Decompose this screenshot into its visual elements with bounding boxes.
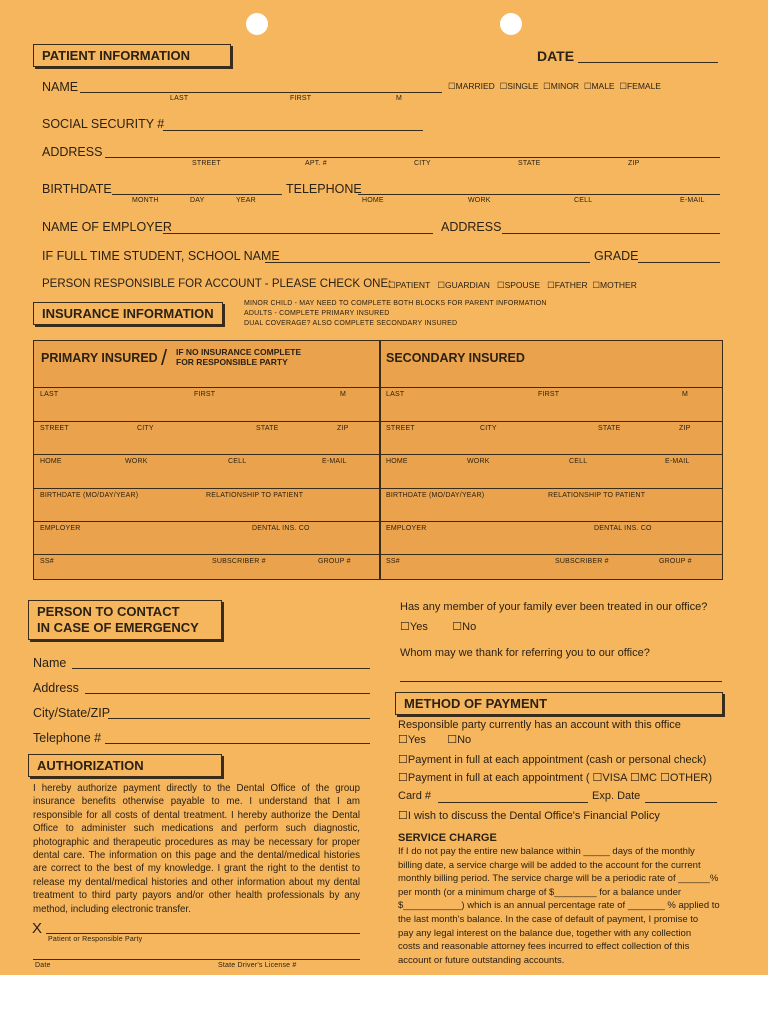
secondary-row-ids[interactable] xyxy=(381,554,722,565)
account-yes-checkbox[interactable] xyxy=(398,734,408,746)
address-sub-city: CITY xyxy=(414,160,431,167)
minor-checkbox[interactable] xyxy=(543,81,551,91)
payment-option-1 xyxy=(398,753,706,766)
pay-card-checkbox[interactable] xyxy=(398,772,408,784)
family-no-label: No xyxy=(462,621,477,633)
father-option-label: FATHER xyxy=(554,280,588,290)
cell-relationship: RELATIONSHIP TO PATIENT xyxy=(206,492,304,499)
grade-label: GRADE xyxy=(594,249,639,263)
service-line: $___________) which is an annual percentage rate of _______ % applied to xyxy=(398,900,720,912)
married-label: MARRIED xyxy=(455,81,495,91)
cell-birthdate: BIRTHDATE (MO/DAY/YEAR) xyxy=(386,492,485,499)
secondary-row-name[interactable] xyxy=(381,387,722,398)
address-sub-apt: APT. # xyxy=(305,160,327,167)
primary-insured-box xyxy=(33,340,380,580)
address-sub-state: STATE xyxy=(518,160,541,167)
marital-options xyxy=(448,81,661,92)
cell-city: CITY xyxy=(137,425,154,432)
primary-row-address[interactable] xyxy=(34,421,379,432)
responsible-options xyxy=(388,280,637,291)
employer-label: NAME OF EMPLOYER xyxy=(42,220,172,234)
address-field[interactable] xyxy=(105,157,720,158)
address-sub-street: STREET xyxy=(192,160,221,167)
mc-checkbox[interactable] xyxy=(630,772,640,784)
slash-divider: / xyxy=(161,345,168,370)
cell-street: STREET xyxy=(40,425,69,432)
referral-field[interactable] xyxy=(400,681,722,682)
discuss-policy-checkbox[interactable] xyxy=(398,810,408,822)
date-label: DATE xyxy=(537,48,575,64)
emergency-name-label: Name xyxy=(33,656,67,670)
employer-field[interactable] xyxy=(163,233,433,234)
signature-label: Patient or Responsible Party xyxy=(48,936,143,943)
service-line: costs and reasonable attorney fees incurred to effect collection of this xyxy=(398,941,690,953)
cell-group: GROUP # xyxy=(318,558,351,565)
pay-cash-label: Payment in full at each appointment (cash or personal check) xyxy=(407,754,707,766)
student-label: IF FULL TIME STUDENT, SCHOOL NAME xyxy=(42,249,280,263)
authorization-text: I hereby authorize payment directly to the Dental Office of the group insurance benefits otherwise payable to me. I understand that I am responsible for all costs of dental treatment. I hereby authorize the Dental Office to administer such medications and perform such diagnostic, photographic and therapeutic procedures as may be necessary for proper dental care. The information on this page and the dental/medical histories are correct to the best of my knowledge. I grant the right to the dentist to release my dental/medical histories and other information about my dental treatment to third party payors and/or other health professionals by any method, including electronic transfer. xyxy=(33,783,360,915)
spouse-option-label: SPOUSE xyxy=(504,280,541,290)
service-line: the last month's balance. In the case of default of payment, I promise to xyxy=(398,913,699,925)
account-options xyxy=(398,733,471,746)
ssn-label: SOCIAL SECURITY # xyxy=(42,117,165,131)
emergency-title-1: PERSON TO CONTACT xyxy=(37,604,180,619)
cell-employer: EMPLOYER xyxy=(386,525,427,532)
cell-cell: CELL xyxy=(569,458,588,465)
primary-row-phone[interactable] xyxy=(34,454,379,465)
birth-sub-month: MONTH xyxy=(132,197,159,204)
exp-label: Exp. Date xyxy=(592,790,641,802)
primary-row-employer[interactable] xyxy=(34,521,379,532)
name-sub-last: LAST xyxy=(170,95,189,102)
emergency-address-label: Address xyxy=(33,681,79,695)
cell-dental-ins: DENTAL INS. CO xyxy=(594,525,652,532)
family-question: Has any member of your family ever been treated in our office? xyxy=(400,601,708,613)
primary-row-name[interactable] xyxy=(34,387,379,398)
authorization-header: AUTHORIZATION xyxy=(28,754,222,777)
family-no-checkbox[interactable] xyxy=(452,621,462,633)
emergency-title-2: IN CASE OF EMERGENCY xyxy=(37,620,199,635)
student-field[interactable] xyxy=(265,262,590,263)
pay-card-label: Payment in full at each appointment ( xyxy=(407,772,590,784)
account-no-label: No xyxy=(457,734,472,746)
guardian-option-label: GUARDIAN xyxy=(444,280,490,290)
account-yes-label: Yes xyxy=(407,734,426,746)
cell-m: M xyxy=(682,391,689,398)
male-label: MALE xyxy=(591,81,615,91)
tel-sub-work: WORK xyxy=(468,197,491,204)
cell-work: WORK xyxy=(467,458,490,465)
punch-hole-right xyxy=(500,13,522,35)
payment-option-2 xyxy=(398,771,712,784)
ssn-field[interactable] xyxy=(163,130,423,131)
primary-row-birth[interactable] xyxy=(34,488,379,499)
license-label: State Driver's License # xyxy=(218,962,297,969)
cell-zip: ZIP xyxy=(337,425,349,432)
spouse-checkbox[interactable] xyxy=(497,280,505,290)
insurance-note-3: DUAL COVERAGE? ALSO COMPLETE SECONDARY INSURED xyxy=(244,320,458,327)
other-checkbox[interactable] xyxy=(660,772,670,784)
birthdate-field[interactable] xyxy=(112,194,282,195)
mc-label: MC xyxy=(639,772,657,784)
cell-zip: ZIP xyxy=(679,425,691,432)
discuss-policy-label: I wish to discuss the Dental Office's Financial Policy xyxy=(407,810,660,822)
cell-state: STATE xyxy=(598,425,621,432)
single-label: SINGLE xyxy=(507,81,539,91)
insurance-note-1: MINOR CHILD - MAY NEED TO COMPLETE BOTH BLOCKS FOR PARENT INFORMATION xyxy=(244,300,547,307)
minor-label: MINOR xyxy=(550,81,580,91)
secondary-row-address[interactable] xyxy=(381,421,722,432)
service-line: account or future outstanding accounts. xyxy=(398,954,565,966)
emergency-address-field[interactable] xyxy=(85,693,370,694)
mother-option-label: MOTHER xyxy=(600,280,637,290)
secondary-row-employer[interactable] xyxy=(381,521,722,532)
primary-note-2: FOR RESPONSIBLE PARTY xyxy=(176,357,288,367)
insurance-info-header: INSURANCE INFORMATION xyxy=(33,302,223,325)
address-sub-zip: ZIP xyxy=(628,160,640,167)
cell-subscriber: SUBSCRIBER # xyxy=(555,558,609,565)
date-field[interactable] xyxy=(578,62,718,63)
cell-last: LAST xyxy=(40,391,59,398)
telephone-field[interactable] xyxy=(358,194,720,195)
service-charge-title: SERVICE CHARGE xyxy=(398,832,497,844)
insurance-note-2: ADULTS - COMPLETE PRIMARY INSURED xyxy=(244,310,390,317)
cell-work: WORK xyxy=(125,458,148,465)
cell-ss: SS# xyxy=(40,558,54,565)
name-sub-first: FIRST xyxy=(290,95,312,102)
account-question: Responsible party currently has an account with this office xyxy=(398,719,681,731)
emergency-telephone-label: Telephone # xyxy=(33,731,102,745)
cell-last: LAST xyxy=(386,391,405,398)
cell-relationship: RELATIONSHIP TO PATIENT xyxy=(548,492,646,499)
service-charge-text xyxy=(398,845,723,967)
pay-cash-checkbox[interactable] xyxy=(398,754,408,766)
cell-first: FIRST xyxy=(538,391,560,398)
cell-employer: EMPLOYER xyxy=(40,525,81,532)
cell-birthdate: BIRTHDATE (MO/DAY/YEAR) xyxy=(40,492,139,499)
visa-label: VISA xyxy=(602,772,627,784)
secondary-row-birth[interactable] xyxy=(381,488,722,499)
mother-checkbox[interactable] xyxy=(592,280,600,290)
emergency-name-field[interactable] xyxy=(72,668,370,669)
grade-field[interactable] xyxy=(638,262,720,263)
patient-option-label: PATIENT xyxy=(395,280,431,290)
secondary-insured-title: SECONDARY INSURED xyxy=(386,351,525,365)
payment-header: METHOD OF PAYMENT xyxy=(395,692,723,715)
patient-checkbox[interactable] xyxy=(388,280,396,290)
punch-hole-left xyxy=(246,13,268,35)
cell-home: HOME xyxy=(40,458,62,465)
date-license-field[interactable] xyxy=(33,959,360,960)
account-no-checkbox[interactable] xyxy=(447,734,457,746)
telephone-label: TELEPHONE xyxy=(286,182,362,196)
name-label: NAME xyxy=(42,80,79,94)
employer-address-label: ADDRESS xyxy=(441,220,502,234)
patient-info-header: PATIENT INFORMATION xyxy=(33,44,231,67)
cell-first: FIRST xyxy=(194,391,216,398)
cell-street: STREET xyxy=(386,425,415,432)
cell-email: E-MAIL xyxy=(322,458,347,465)
service-line: pay any legal interest on the balance due, together with any collection xyxy=(398,927,692,939)
cell-email: E-MAIL xyxy=(665,458,690,465)
primary-insured-title: PRIMARY INSURED xyxy=(41,351,158,365)
primary-row-ids[interactable] xyxy=(34,554,379,565)
family-yes-label: Yes xyxy=(409,621,428,633)
cell-dental-ins: DENTAL INS. CO xyxy=(252,525,310,532)
family-options xyxy=(400,620,476,633)
birthdate-label: BIRTHDATE xyxy=(42,182,112,196)
secondary-row-phone[interactable] xyxy=(381,454,722,465)
service-line: per month (or a minimum charge of $________ for a balance under xyxy=(398,886,682,898)
service-line: If I do not pay the entire new balance within _____ days of the monthly xyxy=(398,846,695,857)
tel-sub-cell: CELL xyxy=(574,197,593,204)
primary-note-1: IF NO INSURANCE COMPLETE xyxy=(176,347,302,357)
name-sub-m: M xyxy=(396,95,403,102)
female-label: FEMALE xyxy=(626,81,661,91)
employer-address-field[interactable] xyxy=(502,233,720,234)
cell-subscriber: SUBSCRIBER # xyxy=(212,558,266,565)
cell-city: CITY xyxy=(480,425,497,432)
name-field[interactable] xyxy=(80,92,442,93)
cell-cell: CELL xyxy=(228,458,247,465)
card-label: Card # xyxy=(398,790,432,802)
referral-question: Whom may we thank for referring you to our office? xyxy=(400,647,650,659)
tel-sub-home: HOME xyxy=(362,197,384,204)
other-label: OTHER) xyxy=(669,772,713,784)
signature-x: X xyxy=(32,920,43,937)
cell-ss: SS# xyxy=(386,558,400,565)
emergency-header xyxy=(28,600,222,640)
cell-home: HOME xyxy=(386,458,408,465)
service-line: billing date, a service charge will be added to the account for the current xyxy=(398,859,701,871)
auth-date-label: Date xyxy=(35,962,51,969)
married-checkbox[interactable] xyxy=(448,81,456,91)
emergency-city-label: City/State/ZIP xyxy=(33,706,111,720)
responsible-label: PERSON RESPONSIBLE FOR ACCOUNT - PLEASE CHECK ONE: xyxy=(42,278,392,290)
emergency-telephone-field[interactable] xyxy=(105,743,370,744)
birth-sub-year: YEAR xyxy=(236,197,256,204)
service-line: monthly billing period. The service charge will be a periodic rate of ______% xyxy=(398,873,719,885)
secondary-insured-box xyxy=(380,340,723,580)
father-checkbox[interactable] xyxy=(547,280,555,290)
guardian-checkbox[interactable] xyxy=(437,280,445,290)
visa-checkbox[interactable] xyxy=(593,772,603,784)
signature-field[interactable] xyxy=(46,933,360,934)
exp-field[interactable] xyxy=(645,802,717,803)
female-checkbox[interactable] xyxy=(619,81,627,91)
address-label: ADDRESS xyxy=(42,145,103,159)
cell-m: M xyxy=(340,391,347,398)
family-yes-checkbox[interactable] xyxy=(400,621,410,633)
emergency-city-field[interactable] xyxy=(108,718,370,719)
cell-state: STATE xyxy=(256,425,279,432)
payment-option-3 xyxy=(398,809,660,822)
tel-sub-email: E-MAIL xyxy=(680,197,705,204)
birth-sub-day: DAY xyxy=(190,197,205,204)
cell-group: GROUP # xyxy=(659,558,692,565)
card-field[interactable] xyxy=(438,802,588,803)
